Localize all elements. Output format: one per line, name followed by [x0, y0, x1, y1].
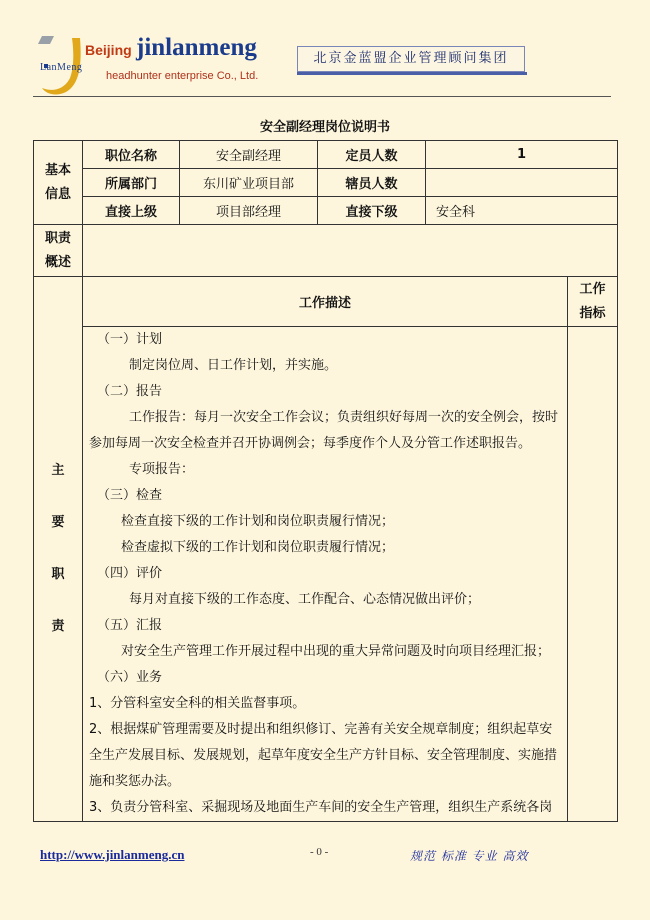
website-link[interactable]: http://www.jinlanmeng.cn	[40, 847, 185, 862]
duties-content-row	[34, 327, 618, 822]
duty-line: 全生产发展目标、发展规划，起草年度安全生产方针目标、安全管理制度、实施措	[89, 748, 558, 763]
footer-slogan: 规范 标准 专业 高效	[410, 849, 529, 863]
basic-info-row-3	[34, 197, 618, 225]
duty-line: （三）检查	[97, 488, 163, 503]
duties-header-row	[34, 277, 618, 327]
direct-superior-label: 直接上级	[83, 197, 180, 225]
basic-info-row-2	[34, 169, 618, 197]
direct-subordinate-label: 直接下级	[318, 197, 426, 225]
job-name-label: 职位名称	[83, 141, 180, 169]
duty-line: 3、负责分管科室、采掘现场及地面生产车间的安全生产管理，组织生产系统各岗	[89, 800, 553, 815]
duties-content	[83, 327, 568, 822]
main-duties-label: 主 要 职 责	[34, 277, 83, 822]
page-header	[0, 0, 650, 100]
basic-info-row-1	[34, 141, 618, 169]
duty-line: （二）报告	[97, 384, 163, 399]
work-description-header: 工作描述	[83, 277, 568, 327]
headcount-label: 定员人数	[318, 141, 426, 169]
subordinate-count-value	[426, 169, 618, 197]
duty-line: 专项报告：	[129, 462, 195, 477]
summary-label: 职责 概述	[34, 225, 83, 277]
duty-line: 检查虚拟下级的工作计划和岗位职责履行情况；	[121, 540, 395, 555]
summary-value	[83, 225, 618, 277]
duty-line: （六）业务	[97, 670, 163, 685]
page-number: - 0 -	[310, 846, 329, 858]
duty-line: 制定岗位周、日工作计划，并实施。	[129, 358, 338, 373]
subordinate-count-label: 辖员人数	[318, 169, 426, 197]
duty-line: 1、分管科室安全科的相关监督事项。	[89, 696, 306, 711]
work-indicator-header: 工作 指标	[568, 277, 618, 327]
work-indicator-value	[568, 327, 618, 822]
duty-line: （一）计划	[97, 332, 163, 347]
duty-line: 2、根据煤矿管理需要及时提出和组织修订、完善有关安全规章制度；组织起草安	[89, 722, 553, 737]
duty-line: 工作报告：每月一次安全工作会议；负责组织好每周一次的安全例会，按时	[129, 410, 559, 425]
logo-text: LanMeng	[40, 62, 83, 73]
duty-line: 检查直接下级的工作计划和岗位职责履行情况；	[121, 514, 395, 529]
duty-line: （四）评价	[97, 566, 163, 581]
document-title: 安全副经理岗位说明书	[259, 120, 390, 135]
group-name-box: 北京金蓝盟企业管理顾问集团	[297, 46, 525, 72]
basic-info-label: 基本 信息	[34, 141, 83, 225]
department-value: 东川矿业项目部	[180, 169, 318, 197]
duty-line: 对安全生产管理工作开展过程中出现的重大异常问题及时向项目经理汇报；	[121, 644, 551, 659]
job-name-value: 安全副经理	[180, 141, 318, 169]
summary-row	[34, 225, 618, 277]
duty-line: （五）汇报	[97, 618, 163, 633]
direct-subordinate-value: 安全科	[426, 197, 618, 225]
group-name-underline	[297, 72, 527, 75]
headcount-value: 1	[426, 141, 618, 169]
brand-subtitle: headhunter enterprise Co., Ltd.	[106, 70, 259, 82]
brand-city: Beijing	[85, 42, 132, 58]
direct-superior-value: 项目部经理	[180, 197, 318, 225]
job-description-table	[33, 140, 618, 822]
header-divider	[33, 96, 611, 97]
duty-line: 每月对直接下级的工作态度、工作配合、心态情况做出评价；	[129, 592, 481, 607]
duty-line: 施和奖惩办法。	[89, 774, 181, 789]
brand-name: jinlanmeng	[136, 34, 257, 61]
duty-line: 参加每周一次安全检查并召开协调例会；每季度作个人及分管工作述职报告。	[89, 436, 532, 451]
department-label: 所属部门	[83, 169, 180, 197]
